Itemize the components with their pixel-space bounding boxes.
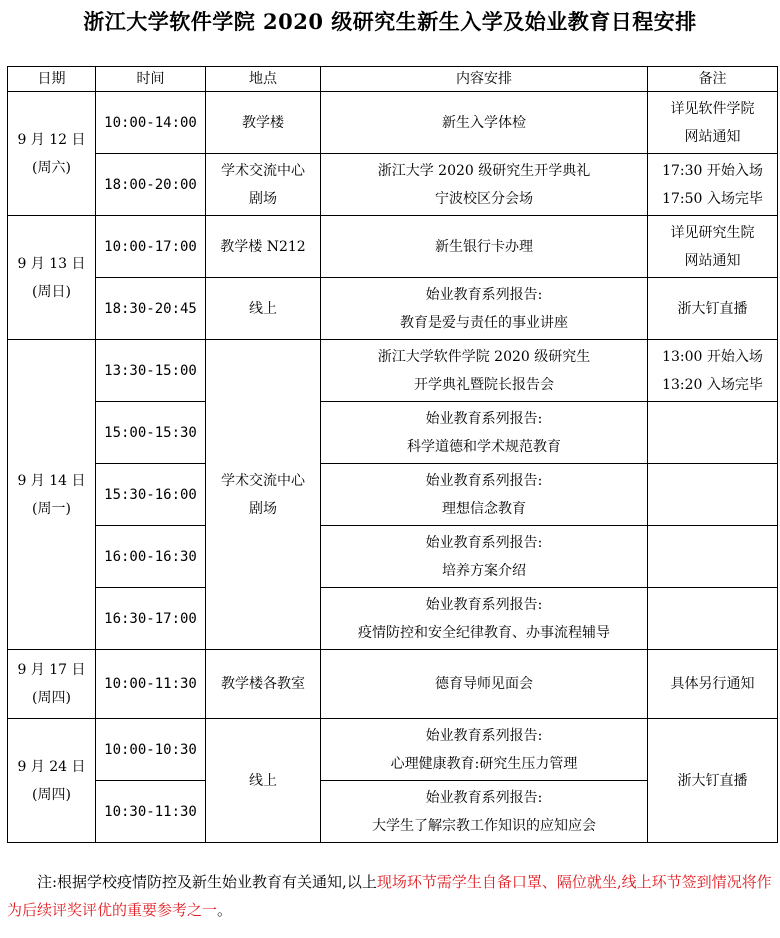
location-text: 剧场: [249, 190, 277, 207]
content-cell: [321, 92, 648, 154]
date-text: 9 月 12 日: [17, 131, 86, 148]
content-cell: [321, 781, 648, 843]
remark-text: 详见软件学院: [670, 100, 755, 117]
remark-text: 13:20 入场完毕: [662, 376, 763, 393]
content-text: 始业教育系列报告:: [425, 286, 543, 303]
remark-text: 浙大钉直播: [677, 300, 748, 317]
header-content: 内容安排: [321, 67, 648, 92]
content-cell: [321, 340, 648, 402]
remark-cell: [648, 92, 778, 154]
table-header-row: [8, 67, 778, 92]
remark-text: 网站通知: [684, 128, 741, 145]
location-cell: [206, 340, 321, 650]
date-text: 9 月 17 日: [17, 662, 86, 678]
footnote-prefix: 注:根据学校疫情防控及新生始业教育有关通知,以上: [37, 873, 377, 891]
time-cell: 15:30-16:00: [96, 464, 206, 526]
location-text: 剧场: [249, 500, 277, 517]
content-text: 始业教育系列报告:: [425, 596, 543, 613]
content-text: 教育是爱与责任的事业讲座: [400, 314, 568, 331]
remark-text: 13:00 开始入场: [662, 348, 763, 365]
content-text: 心理健康教育:研究生压力管理: [390, 755, 578, 772]
time-cell: 18:00-20:00: [96, 154, 206, 216]
table-row: [8, 92, 778, 154]
weekday-text: (周四): [32, 690, 71, 706]
weekday-text: (周六): [32, 159, 71, 176]
location-text: 线上: [249, 300, 277, 317]
schedule-table: [7, 66, 778, 843]
remark-text: 17:50 入场完毕: [662, 190, 763, 207]
time-cell: 16:00-16:30: [96, 526, 206, 588]
table-row: [8, 650, 778, 719]
date-cell: [8, 650, 96, 719]
remark-cell: [648, 402, 778, 464]
weekday-text: (周日): [32, 283, 71, 300]
remark-cell: [648, 588, 778, 650]
content-cell: [321, 464, 648, 526]
weekday-text: (周四): [32, 786, 71, 803]
content-cell: [321, 402, 648, 464]
table-row: [8, 464, 778, 526]
remark-cell: [648, 719, 778, 843]
remark-text: 详见研究生院: [670, 224, 755, 241]
content-cell: [321, 719, 648, 781]
content-text: 浙江大学软件学院 2020 级研究生: [377, 348, 591, 365]
location-cell: [206, 92, 321, 154]
content-cell: [321, 526, 648, 588]
content-text: 大学生了解宗教工作知识的应知应会: [372, 817, 596, 834]
footnote-suffix: 。: [217, 901, 233, 919]
location-text: 学术交流中心: [221, 472, 305, 489]
location-cell: [206, 154, 321, 216]
content-text: 开学典礼暨院长报告会: [414, 376, 554, 393]
date-cell: [8, 340, 96, 650]
weekday-text: (周一): [32, 500, 71, 517]
location-text: 教学楼 N212: [220, 238, 306, 255]
location-cell: [206, 719, 321, 843]
remark-cell: [648, 650, 778, 719]
content-text: 始业教育系列报告:: [425, 472, 543, 489]
time-cell: 15:00-15:30: [96, 402, 206, 464]
time-cell: 10:00-10:30: [96, 719, 206, 781]
footnote: [7, 868, 777, 924]
content-text: 始业教育系列报告:: [425, 534, 543, 551]
date-cell: [8, 92, 96, 216]
content-text: 始业教育系列报告:: [425, 789, 543, 806]
location-cell: [206, 278, 321, 340]
remark-cell: [648, 154, 778, 216]
table-row: [8, 340, 778, 402]
table-row: [8, 216, 778, 278]
footnote-highlight: 现场环节需学生自备口罩、隔位就坐,线上环节签到情况将作为后续评奖评优的重要参考之一: [7, 873, 772, 919]
content-text: 宁波校区分会场: [435, 190, 533, 207]
remark-text: 网站通知: [684, 252, 741, 269]
location-text: 教学楼: [242, 114, 284, 131]
content-cell: [321, 278, 648, 340]
content-cell: [321, 216, 648, 278]
header-location: 地点: [206, 67, 321, 92]
content-cell: [321, 154, 648, 216]
remark-cell: [648, 526, 778, 588]
location-text: 学术交流中心: [221, 162, 305, 179]
date-cell: [8, 719, 96, 843]
remark-text: 浙大钉直播: [677, 772, 748, 789]
content-text: 科学道德和学术规范教育: [407, 438, 561, 455]
remark-cell: [648, 278, 778, 340]
header-date: 日期: [8, 67, 96, 92]
time-cell: 10:00-11:30: [96, 650, 206, 719]
table-row: [8, 154, 778, 216]
time-cell: 18:30-20:45: [96, 278, 206, 340]
page-title: 浙江大学软件学院 2020 级研究生新生入学及始业教育日程安排: [83, 9, 697, 34]
content-cell: [321, 650, 648, 719]
remark-cell: [648, 340, 778, 402]
content-cell: [321, 588, 648, 650]
location-text: 线上: [249, 772, 277, 789]
time-cell: 10:00-14:00: [96, 92, 206, 154]
content-text: 理想信念教育: [442, 500, 526, 517]
remark-text: 17:30 开始入场: [662, 162, 763, 179]
header-time: 时间: [96, 67, 206, 92]
content-text: 始业教育系列报告:: [425, 727, 543, 744]
date-text: 9 月 14 日: [17, 472, 86, 489]
table-row: [8, 402, 778, 464]
table-row: [8, 588, 778, 650]
location-cell: [206, 216, 321, 278]
table-row: [8, 719, 778, 781]
content-text: 德育导师见面会: [435, 676, 533, 692]
time-cell: 13:30-15:00: [96, 340, 206, 402]
content-text: 疫情防控和安全纪律教育、办事流程辅导: [358, 624, 610, 641]
date-cell: [8, 216, 96, 340]
content-text: 新生银行卡办理: [435, 238, 533, 255]
header-remark: 备注: [648, 67, 778, 92]
location-cell: [206, 650, 321, 719]
content-text: 始业教育系列报告:: [425, 410, 543, 427]
remark-text: 具体另行通知: [670, 676, 755, 692]
table-row: [8, 278, 778, 340]
table-row: [8, 526, 778, 588]
content-text: 新生入学体检: [442, 114, 526, 131]
date-text: 9 月 24 日: [17, 758, 86, 775]
time-cell: 10:30-11:30: [96, 781, 206, 843]
location-text: 教学楼各教室: [221, 676, 305, 692]
remark-cell: [648, 216, 778, 278]
remark-cell: [648, 464, 778, 526]
time-cell: 16:30-17:00: [96, 588, 206, 650]
content-text: 培养方案介绍: [442, 562, 526, 579]
time-cell: 10:00-17:00: [96, 216, 206, 278]
content-text: 浙江大学 2020 级研究生开学典礼: [377, 162, 591, 179]
date-text: 9 月 13 日: [17, 255, 86, 272]
